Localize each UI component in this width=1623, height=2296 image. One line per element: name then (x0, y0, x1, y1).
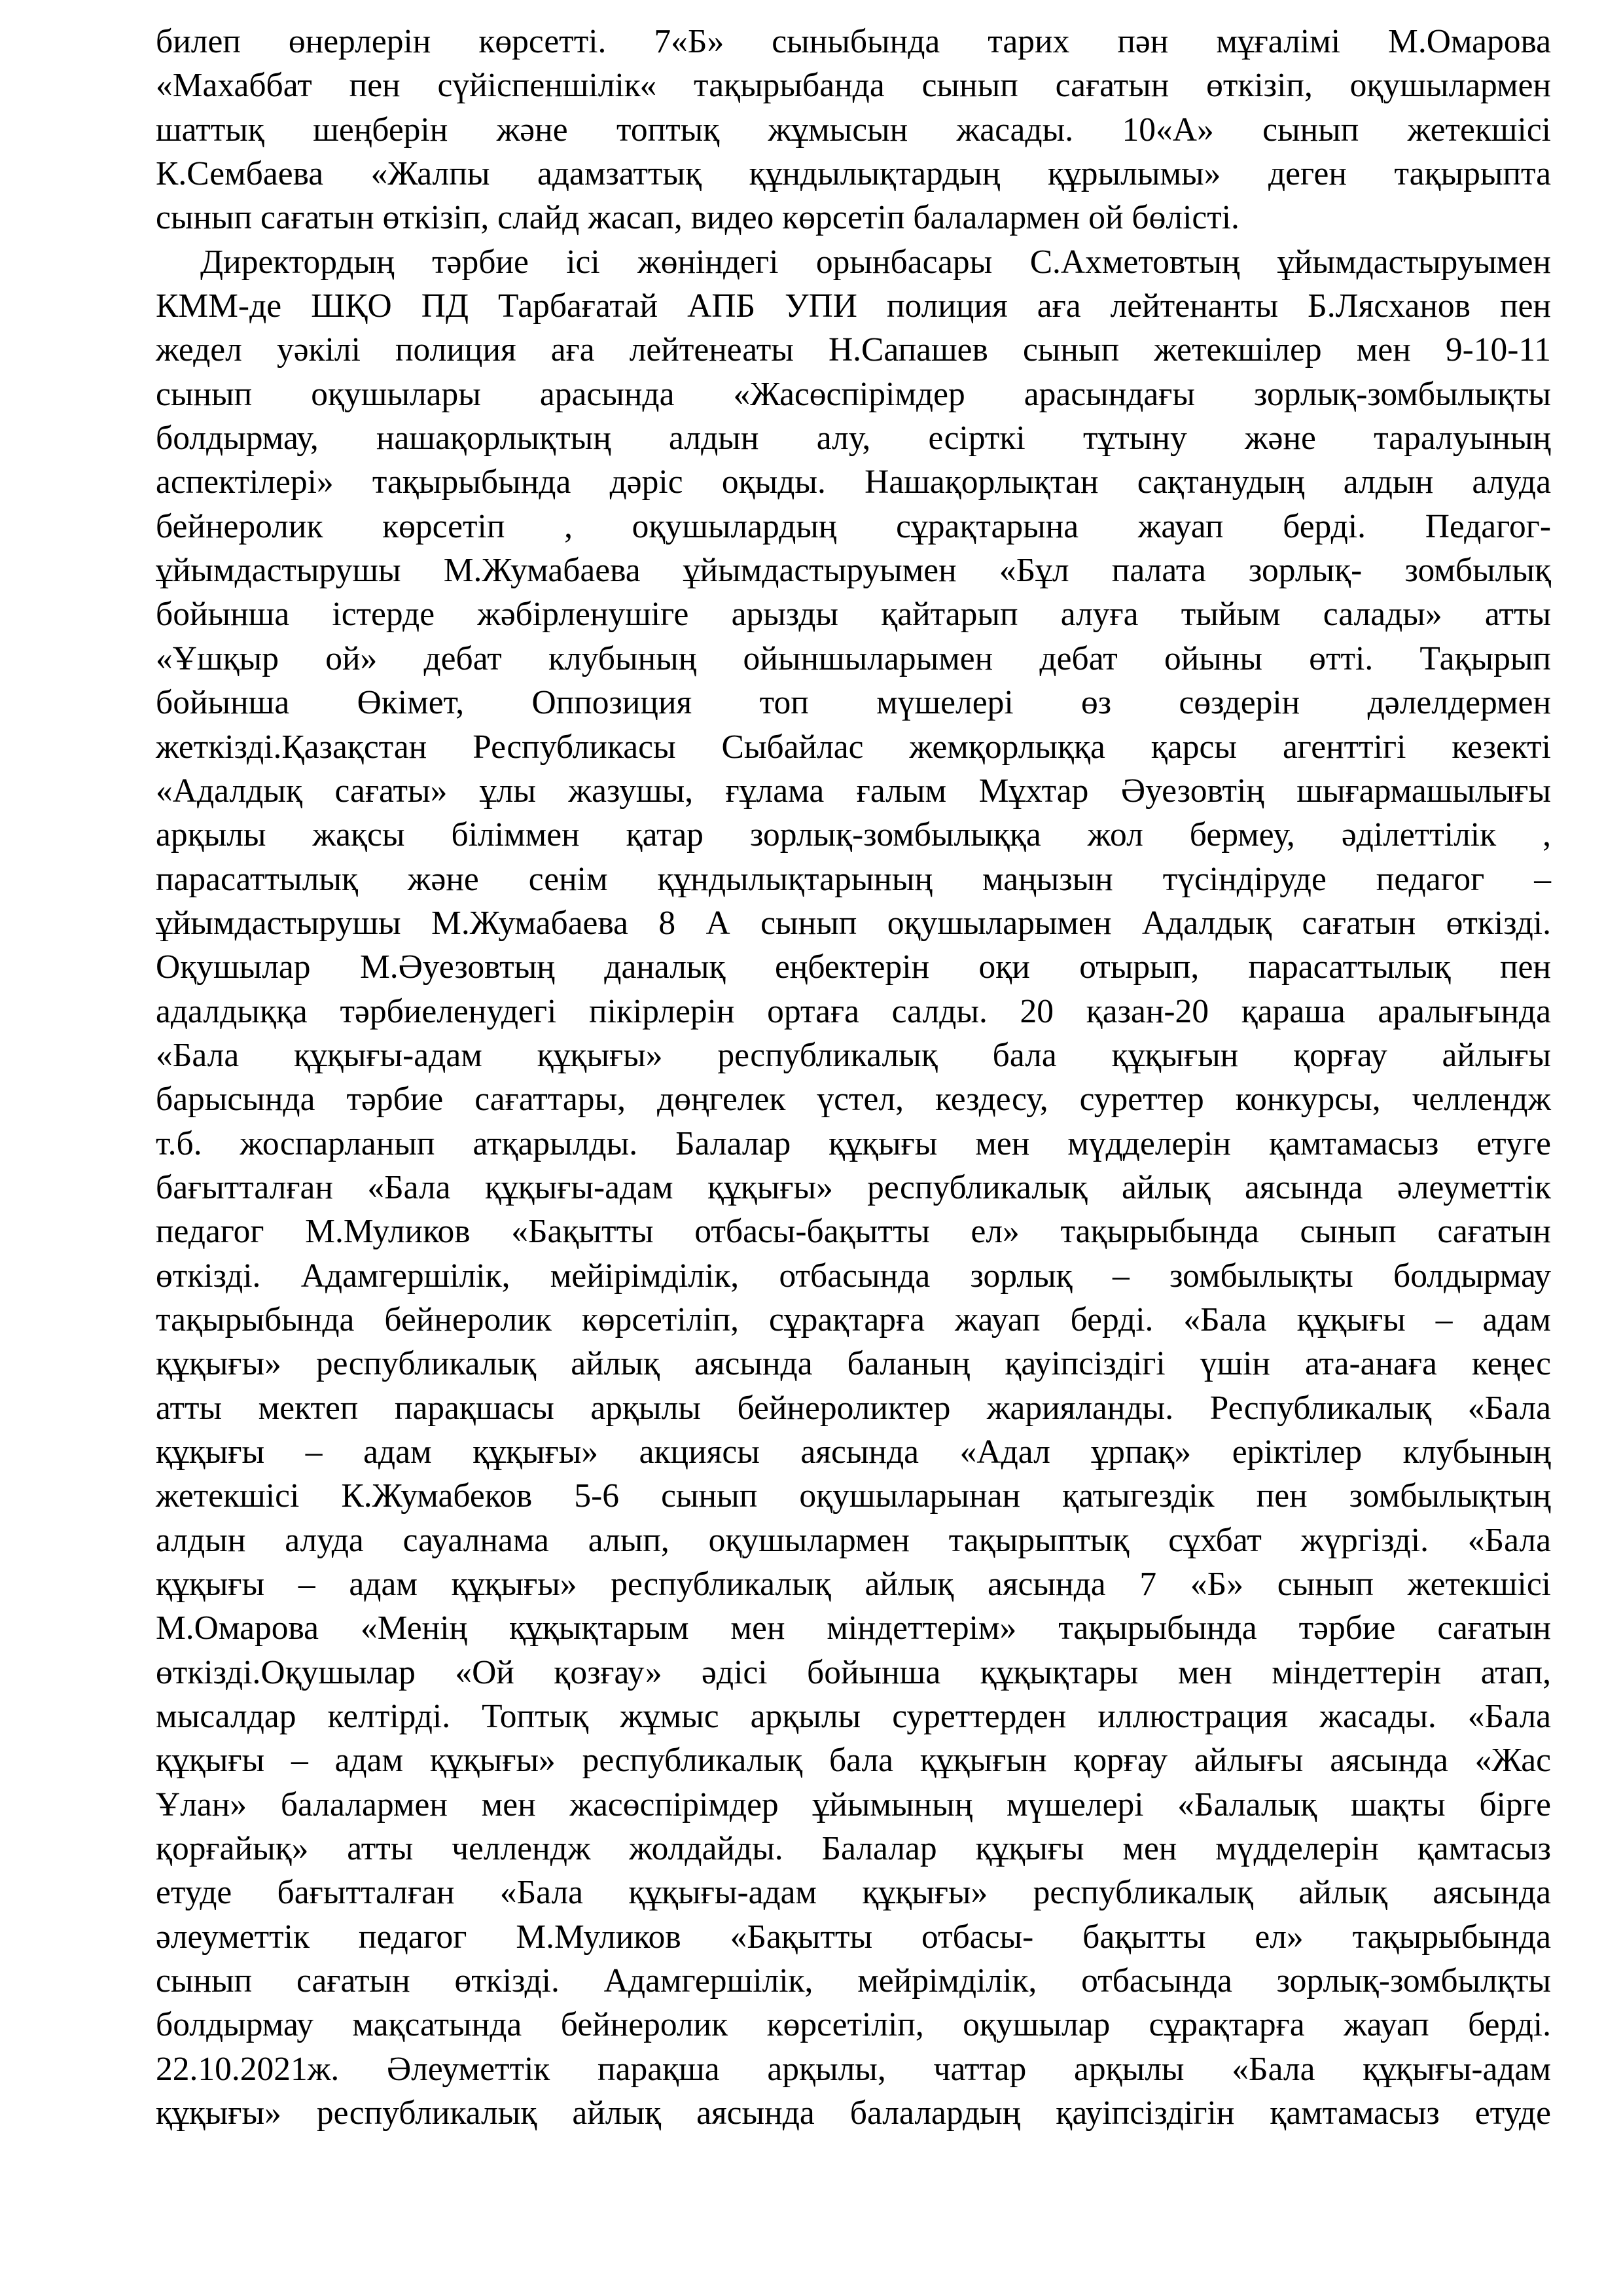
text-line: әлеуметтік педагог М.Муликов «Бақытты отбасы- бақытты ел» тақырыбында (156, 1918, 1551, 1956)
text-line: ұйымдастырушы М.Жумабаева 8 А сынып оқушыларымен Адалдық сағатын өткізді. (156, 904, 1551, 942)
text-line: болдырмау, нашақорлықтың алдын алу, есірткі тұтыну және таралуының (156, 420, 1551, 457)
text-line: билеп өнерлерін көрсетті. 7«Б» сыныбында тарих пән мұғалімі М.Омарова (156, 23, 1551, 60)
text-line: құқығы» республикалық айлық аясында баланың қауіпсіздігі үшін ата-анаға кеңес (156, 1345, 1551, 1383)
text-line: сынып сағатын өткізіп, слайд жасап, видео көрсетіп балалармен ой бөлісті. (156, 199, 1240, 237)
document-page (156, 20, 1551, 2136)
text-line: өткізді.Оқушылар «Ой қозғау» әдісі бойынша құқықтары мен міндеттерін атап, (156, 1653, 1551, 1691)
text-line: КММ-де ШҚО ПД Тарбағатай АПБ УПИ полиция аға лейтенанты Б.Лясханов пен (156, 287, 1551, 325)
text-line: адалдыққа тәрбиеленудегі пікірлерін ортаға салды. 20 қазан-20 қараша аралығында (156, 992, 1551, 1030)
text-line: құқығы» республикалық айлық аясында балалардың қауіпсіздігін қамтамасыз етуде (156, 2094, 1551, 2132)
text-line: Ұлан» балалармен мен жасөспірімдер ұйымының мүшелері «Балалық шақты бірге (156, 1785, 1551, 1823)
text-line: бойынша Өкімет, Оппозиция топ мүшелері өз сөздерін дәлелдермен (156, 684, 1551, 722)
paragraph-1 (156, 20, 1551, 240)
text-line: бойынша істерде жәбірленушіге арызды қайтарып алуға тыйым салады» атты (156, 596, 1551, 634)
text-line: М.Омарова «Менің құқықтарым мен міндеттерім» тақырыбында тәрбие сағатын (156, 1609, 1551, 1647)
text-line: етуде бағытталған «Бала құқығы-адам құқығы» республикалық айлық аясында (156, 1874, 1551, 1912)
text-line: Оқушылар М.Әуезовтың даналық еңбектерін оқи отырып, парасаттылық пен (156, 948, 1551, 986)
text-line: бағытталған «Бала құқығы-адам құқығы» республикалық айлық аясында әлеуметтік (156, 1168, 1551, 1206)
text-line: қорғайық» атты челлендж жолдайды. Балалар құқығы мен мүдделерін қамтасыз (156, 1830, 1551, 1868)
text-line: шаттық шеңберін және топтық жұмысын жасады. 10«А» сынып жетекшісі (156, 111, 1551, 149)
text-line: өткізді. Адамгершілік, мейірімділік, отбасында зорлық – зомбылықты болдырмау (156, 1257, 1551, 1295)
text-line: сынып сағатын өткізді. Адамгершілік, мейрімділік, отбасында зорлық-зомбылқты (156, 1962, 1551, 2000)
text-line: 22.10.2021ж. Әлеуметтік парақша арқылы, чаттар арқылы «Бала құқығы-адам (156, 2050, 1551, 2088)
text-line: ұйымдастырушы М.Жумабаева ұйымдастыруымен «Бұл палата зорлық- зомбылық (156, 552, 1551, 590)
text-line: барысында тәрбие сағаттары, дөңгелек үстел, кездесу, суреттер конкурсы, челлендж (156, 1081, 1551, 1119)
text-line: болдырмау мақсатында бейнеролик көрсетіліп, оқушылар сұрақтарға жауап берді. (156, 2006, 1551, 2044)
paragraph-2 (156, 240, 1551, 2136)
text-line: «Ұшқыр ой» дебат клубының ойыншыларымен дебат ойыны өтті. Тақырып (156, 639, 1551, 677)
text-line: жеткізді.Қазақстан Республикасы Сыбайлас жемқорлыққа қарсы агенттігі кезекті (156, 728, 1551, 766)
text-line: «Махаббат пен сүйіспеншілік« тақырыбанда сынып сағатын өткізіп, оқушылармен (156, 67, 1551, 105)
text-line: арқылы жақсы біліммен қатар зорлық-зомбылыққа жол бермеу, әділеттілік , (156, 816, 1551, 854)
text-line: сынып оқушылары арасында «Жасөспірімдер арасындағы зорлық-зомбылықты (156, 375, 1551, 413)
text-line: К.Сембаева «Жалпы адамзаттық құндылықтардың құрылымы» деген тақырыпта (156, 155, 1551, 193)
text-line: құқығы – адам құқығы» республикалық айлық аясында 7 «Б» сынып жетекшісі (156, 1566, 1551, 1604)
text-line: аспектілері» тақырыбында дәріс оқыды. Нашақорлықтан сақтанудың алдын алуда (156, 463, 1551, 501)
text-line: бейнеролик көрсетіп , оқушылардың сұрақтарына жауап берді. Педагог- (156, 507, 1551, 545)
text-line: атты мектеп парақшасы арқылы бейнероликтер жарияланды. Республикалық «Бала (156, 1389, 1551, 1427)
text-line: «Бала құқығы-адам құқығы» республикалық бала құқығын қорғау айлығы (156, 1036, 1551, 1074)
text-line: Директордың тәрбие ісі жөніндегі орынбасары С.Ахметовтың ұйымдастыруымен (200, 243, 1551, 281)
text-line: құқығы – адам құқығы» акциясы аясында «Адал ұрпақ» еріктілер клубының (156, 1433, 1551, 1471)
text-line: т.б. жоспарланып атқарылды. Балалар құқығы мен мүдделерін қамтамасыз етуге (156, 1124, 1551, 1162)
text-line: мысалдар келтірді. Топтық жұмыс арқылы суреттерден иллюстрация жасады. «Бала (156, 1698, 1551, 1736)
text-line: құқығы – адам құқығы» республикалық бала құқығын қорғау айлығы аясында «Жас (156, 1742, 1551, 1780)
text-line: алдын алуда сауалнама алып, оқушылармен тақырыптық сұхбат жүргізді. «Бала (156, 1521, 1551, 1559)
text-line: парасаттылық және сенім құндылықтарының маңызын түсіндіруде педагог – (156, 860, 1551, 898)
text-line: тақырыбында бейнеролик көрсетіліп, сұрақтарға жауап берді. «Бала құқығы – адам (156, 1300, 1551, 1338)
text-line: педагог М.Муликов «Бақытты отбасы-бақытты ел» тақырыбында сынып сағатын (156, 1213, 1551, 1251)
text-line: жедел уәкілі полиция аға лейтенеаты Н.Сапашев сынып жетекшілер мен 9-10-11 (156, 331, 1551, 369)
text-line: жетекшісі К.Жумабеков 5-6 сынып оқушыларынан қатыгездік пен зомбылықтың (156, 1477, 1551, 1515)
text-line: «Адалдық сағаты» ұлы жазушы, ғұлама ғалым Мұхтар Әуезовтің шығармашылығы (156, 772, 1551, 810)
